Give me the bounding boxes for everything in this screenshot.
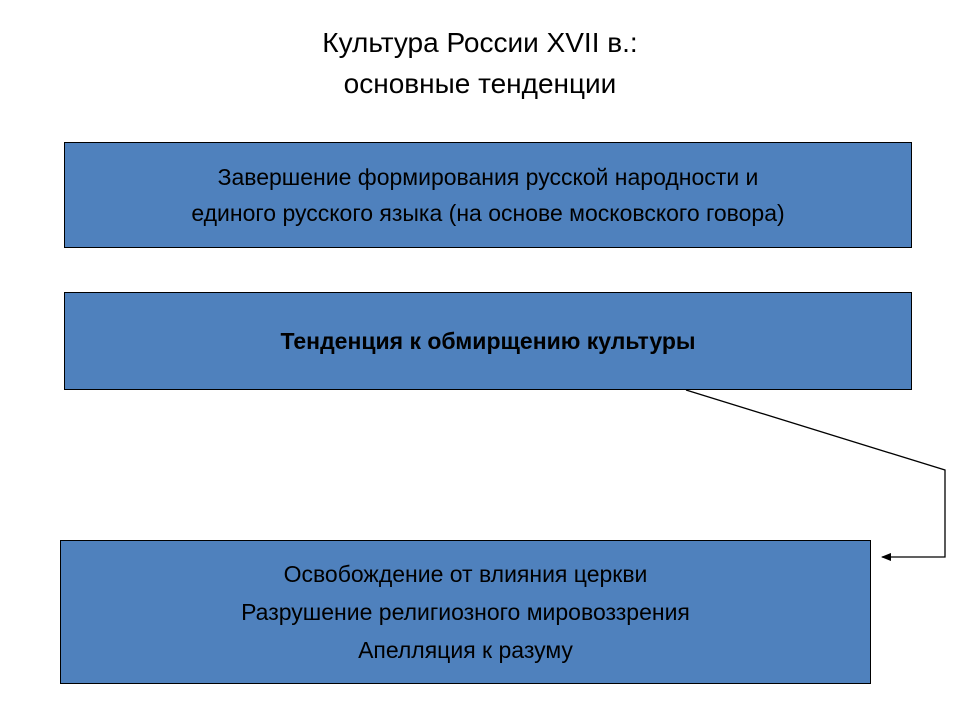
box-3-line-3: Апелляция к разуму [358, 637, 573, 663]
box-russian-nationality [64, 142, 912, 248]
slide-title-line-2: основные тенденции [343, 68, 617, 99]
slide-title-line-1: Культура России XVII в.: [322, 27, 638, 58]
connector-line [686, 390, 945, 557]
slide-title [0, 22, 960, 104]
box-1-line-2: единого русского языка (на основе московского говора) [191, 200, 785, 226]
box-secularization-effects [60, 540, 871, 684]
box-3-line-2: Разрушение религиозного мировоззрения [241, 599, 690, 625]
box-2-line-1: Тенденция к обмирщению культуры [280, 328, 696, 354]
box-1-line-1: Завершение формирования русской народности и [217, 164, 759, 190]
box-3-line-1: Освобождение от влияния церкви [283, 561, 648, 587]
box-secularization-tendency [64, 292, 912, 390]
